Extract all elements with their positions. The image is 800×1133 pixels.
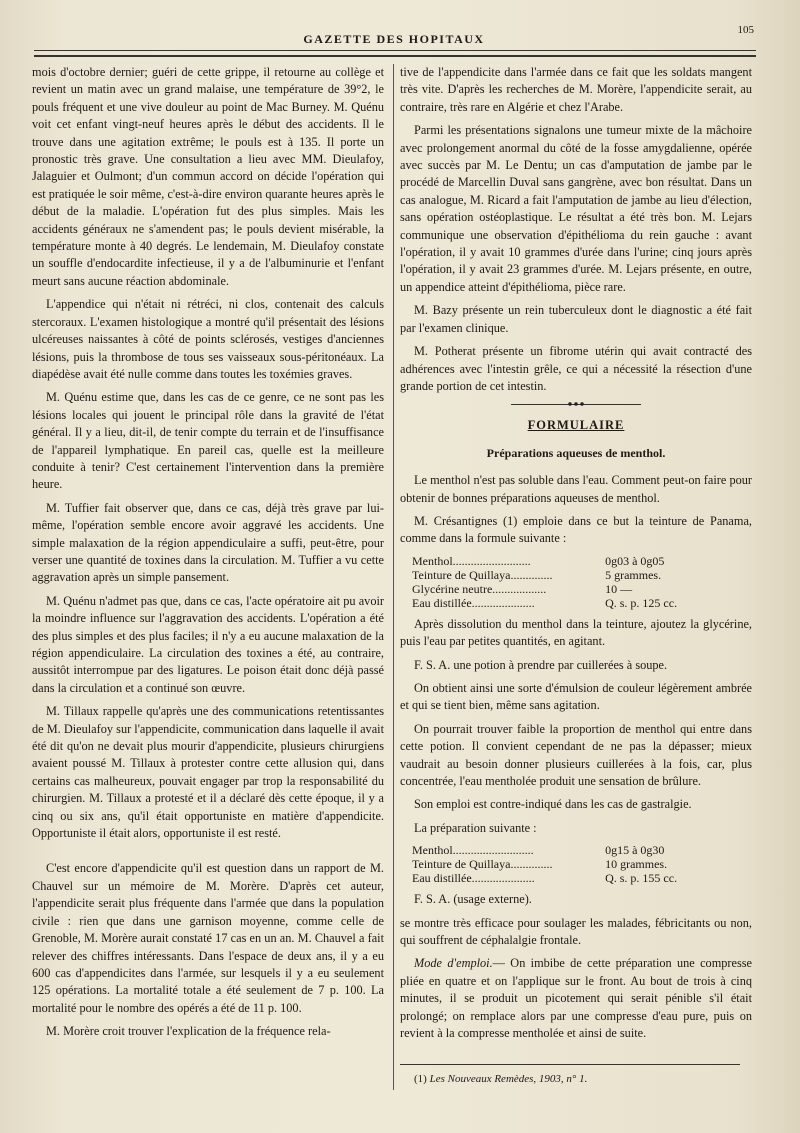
header-rule-double (34, 55, 756, 57)
page-number: 105 (737, 24, 754, 36)
paragraph: C'est encore d'appendicite qu'il est question dans un rapport de M. Chauvel sur un mémoire de M. Morère. D'après cet auteur, l'appendicite serait plus fréquente dans l'armée que dans la population civile : rien que dans une garnison moyenne, comme celle de Grenoble, M. Morère aurait constaté 17 cas en un an. M. Chauvel a fait relever des chiffres intéressants. Dans l'espace de deux ans, il y a eu 600 cas d'appendicites dans l'armée, sur lesquels il y a eu seulement 125 opérations. La mortalité totale a été seulement de 7 p. 100. La mortalité pour le nombre des opérés a été de 11 p. 100. (32, 861, 384, 1015)
right-column (400, 64, 752, 1095)
recipe-qty: Q. s. p. 155 cc. (605, 871, 678, 886)
paragraph: Son emploi est contre-indiqué dans les cas de gastralgie. (414, 797, 692, 812)
paragraph: tive de l'appendicite dans l'armée dans ce fait que les soldats mangent très vite. D'après les recherches de M. Morère, l'appendicite serait, au contraire, très rare en Algérie et chez l'Arabe. (400, 65, 752, 114)
recipe-item: Teinture de Quillaya.............. (412, 857, 553, 872)
recipe-qty: 0g03 à 0g05 (605, 553, 665, 568)
paragraph: On pourrait trouver faible la proportion de menthol qui entre dans cette potion. Il convient cependant de ne pas la dépasser; mieux vaudrait au besoin donner plusieurs cuillerées à la fois, car, plus concentrée, l'eau mentholée produit une sensation de brûlure. (400, 721, 752, 788)
paragraph: se montre très efficace pour soulager les malades, fébricitants ou non, qui souffrent de céphalalgie frontale. (400, 915, 752, 948)
recipe-item: Teinture de Quillaya.............. (412, 567, 553, 582)
paragraph: M. Tuffier fait observer que, dans ce cas, déjà très grave par lui-même, l'opération semble encore avoir aggravé les accidents. Une simple malaxation de la région appendiculaire a suffi, peut-être, pour verser une quantité de toxines dans la circulation. M. Tuffier a vu cette aggravation après un simple pansement. (32, 500, 384, 585)
recipe-item: Eau distillée..................... (412, 595, 535, 610)
paragraph: M. Tillaux rappelle qu'après une des communications retentissantes de M. Dieulafoy sur l'appendicite, communication dans laquelle il avait été dit qu'on ne devait plus mourir d'appendicite, plusieurs chirurgiens avaient poussé M. Tillaux à protester contre cette allusion qui, dans certains cas malheureux, pouvait engager par trop la responsabilité du chirurgien. M. Tillaux a protesté et il a déclaré dès cette époque, il y a cinq ou six ans, qu'il était opportuniste en matière d'appendicite. Opportuniste il était alors, opportuniste il est resté. (32, 704, 384, 841)
recipe-row (412, 554, 702, 568)
recipe-row (412, 582, 702, 596)
left-column (32, 64, 384, 1047)
footnote-number: (1) (414, 1073, 427, 1086)
recipe-item: Menthol........................... (412, 843, 534, 858)
recipe-qty: 5 grammes. (605, 567, 662, 582)
recipe-qty: 0g15 à 0g30 (605, 843, 665, 858)
running-title: GAZETTE DES HOPITAUX (303, 32, 485, 46)
recipe-row (412, 596, 702, 610)
mode-emploi-text: — On imbibe de cette préparation une compresse pliée en quatre et on l'applique sur le front. Au bout de trois à cinq minutes, il se produit un picotement qui serait pénible s'il était prolongé; on remplace alors par une compresse d'eau pure, puis on revient à la compresse mentholée et ainsi de suite. (400, 956, 752, 1041)
paragraph: M. Crésantignes (1) emploie dans ce but la teinture de Panama, comme dans la formule suivante : (400, 513, 752, 546)
footnote (400, 1071, 752, 1088)
paragraph: M. Quénu estime que, dans les cas de ce genre, ce ne sont pas les lésions locales qui jouent le principal rôle dans la gravité de l'état général. Il y a lieu, dit-il, de tenir compte du terrain et de l'insuffisance de l'appareil lymphatique. En pareil cas, quelle est la meilleure conduite à tenir? C'est certainement l'intervention dans la première heure. (32, 390, 384, 492)
paragraph: L'appendice qui n'était ni rétréci, ni clos, contenait des calculs stercoraux. L'examen histologique a montré qu'il présentait des lésions ulcéreuses naissantes à côté de points sclérosés, vestiges d'anciennes lésions, puis la thrombose de tous ses vaisseaux sous-péritonéaux. La diapédèse avait été nulle comme dans toutes les toxémies graves. (32, 297, 384, 381)
recipe-qty: Q. s. p. 125 cc. (605, 595, 678, 610)
mode-emploi-label: Mode d'emploi. (414, 956, 493, 971)
recipe-item: Glycérine neutre.................. (412, 581, 547, 596)
paragraph: F. S. A. une potion à prendre par cuillerées à soupe. (414, 657, 668, 672)
sub-heading: Préparations aqueuses de menthol. (486, 445, 666, 460)
recipe-table-2 (412, 843, 702, 885)
recipe-row (412, 857, 702, 871)
section-divider-ornament (511, 401, 641, 407)
section-heading: FORMULAIRE (527, 418, 625, 433)
recipe-item: Menthol.......................... (412, 553, 531, 568)
footnote-rule (400, 1064, 740, 1065)
recipe-row (412, 843, 702, 857)
recipe-item: Eau distillée..................... (412, 871, 535, 886)
paragraph: M. Morère croit trouver l'explication de la fréquence rela- (46, 1024, 331, 1039)
paragraph: On obtient ainsi une sorte d'émulsion de couleur légèrement ambrée et qui se tient bien, même sans agitation. (400, 680, 752, 713)
paragraph: mois d'octobre dernier; guéri de cette grippe, il retourne au collège et revient un matin avec un grand malaise, une température de 39°2, le pouls fréquent et une vive douleur au point de Mac Burney. M. Quénu voit cet enfant vingt-neuf heures après le début des accidents. Il le trouve dans une agitation extrême; le pouls est à 135. Il porte un pronostic très grave. Une consultation a lieu avec MM. Dieulafoy, Jalaguier et Oulmont; d'un commun accord on décide l'opération qui est pratiquée le soir même, c'est-à-dire environ quarante heures après le début de la maladie. L'opération fut des plus simples. Mais les accidents généraux ne s'amendent pas; le pouls devient misérable, la température monte à 40 degrés. Le lendemain, M. Dieulafoy constate un souffle d'endocardite infectieuse, il y a de l'albuminurie et l'enfant meurt sans aucune réaction abdominale. (32, 65, 384, 288)
recipe-qty: 10 — (605, 581, 633, 596)
paragraph: Le menthol n'est pas soluble dans l'eau. Comment peut-on faire pour obtenir de bonnes préparations aqueuses de menthol. (400, 473, 752, 505)
paragraph: F. S. A. (usage externe). (414, 892, 532, 907)
paragraph: Après dissolution du menthol dans la teinture, ajoutez la glycérine, puis l'eau par petites quantités, en agitant. (400, 616, 752, 649)
recipe-row (412, 871, 702, 885)
paragraph: Parmi les présentations signalons une tumeur mixte de la mâchoire avec prolongement anormal du côté de la fosse amygdalienne, opérée avec succès par M. Le Dentu; un cas d'amputation de jambe par le procédé de Marcellin Duval sans gangrène, avec bon résultat. Dans un cas analogue, M. Ricard a fait l'amputation de jambe au lieu d'élection, sans opération ostéoplastique. Le résultat a été très bon. M. Lejars communique une observation d'épithélioma du rein gauche : avant l'opération, il y avait 10 grammes d'urée dans l'urine; cinq jours après l'opération, il y avait 23 grammes d'urée. M. Lejars présente, en outre, un appendice atteint d'épithélioma, pièce rare. (400, 123, 752, 294)
mode-emploi-paragraph (400, 955, 752, 1042)
paragraph: M. Potherat présente un fibrome utérin qui avait contracté des adhérences avec l'intestin grêle, ce qui a nécessité la résection d'une grande portion de cet intestin. (400, 344, 752, 393)
paragraph: La préparation suivante : (414, 820, 537, 835)
paragraph: M. Quénu n'admet pas que, dans ce cas, l'acte opératoire ait pu avoir la moindre influence sur l'aggravation des accidents. L'opération a été des plus simples et des plus faciles; il n'y a eu aucune malaxation de la région appendiculaire. La circulation des toxines a été, au contraire, aussitôt interrompue par des ligatures. Le poison était donc déjà passé dans la circulation et a continué son œuvre. (32, 593, 384, 695)
paragraph: M. Bazy présente un rein tuberculeux dont le diagnostic a été fait par l'examen clinique. (400, 303, 752, 335)
recipe-table-1 (412, 554, 702, 610)
recipe-row (412, 568, 702, 582)
recipe-qty: 10 grammes. (605, 857, 668, 872)
column-divider (393, 64, 394, 1090)
header-rule (34, 50, 756, 51)
footnote-source: Les Nouveaux Remèdes, 1903, n° 1. (429, 1073, 588, 1086)
